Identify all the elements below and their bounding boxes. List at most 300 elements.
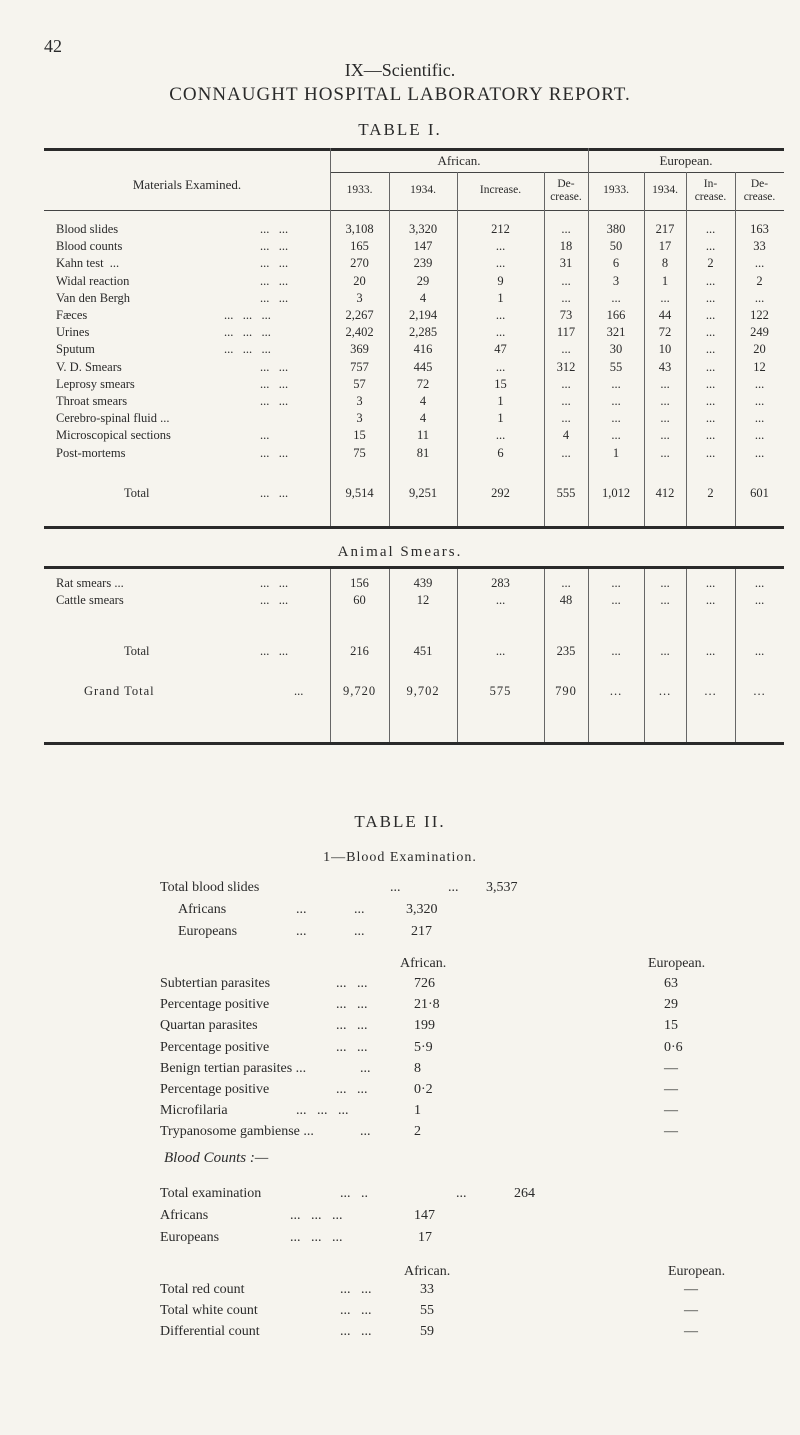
table1-mid-rule: [44, 526, 784, 529]
table-row-col-1934-african: 81: [416, 445, 430, 460]
parasite-african-value: 21·8: [414, 997, 440, 1013]
total-row: [44, 486, 784, 503]
table-row: [44, 342, 784, 359]
table-row-col-1933-african: 3: [356, 394, 363, 408]
table-row-col-increase-african: ...: [495, 359, 506, 374]
africans-label: Africans: [178, 902, 227, 917]
table-row-label: Cerebro-spinal fluid ...: [56, 411, 170, 426]
total-row-col-1934-african: 9,251: [408, 486, 438, 500]
bc-africans-line: [0, 1208, 800, 1226]
animal-row-col-increase-european: ...: [705, 593, 716, 607]
parasite-dots: ...: [360, 1060, 371, 1076]
table-row-col-increase-european: 2: [707, 256, 714, 271]
table-row-dots: ... ...: [260, 256, 289, 271]
table-row-col-increase-european: ...: [705, 273, 716, 288]
table-row-col-1934-european: 1: [661, 273, 669, 288]
table-row-col-increase-african: 6: [497, 445, 504, 460]
table-row-col-1934-european: 10: [658, 342, 672, 357]
total-slides-dots1: ...: [390, 880, 401, 895]
parasite-label: Trypanosome gambiense ...: [160, 1124, 314, 1140]
table-row-label: Urines: [56, 325, 90, 340]
parasite-label: Quartan parasites: [160, 1018, 258, 1034]
table-row-col-1933-african: 75: [353, 445, 366, 460]
bc-africans-value: 147: [414, 1208, 435, 1223]
table-row-col-1934-african: 416: [413, 342, 433, 357]
table-row-label: Fæces: [56, 308, 88, 322]
table-row-col-increase-african: 1: [497, 394, 504, 408]
table-row-col-1934-african: 2,285: [408, 325, 438, 340]
parasites-col-headers: [0, 956, 800, 974]
count-african-value: 59: [420, 1324, 434, 1339]
total-slides-dots2: ...: [448, 880, 459, 895]
table-row-dots: ...: [260, 428, 270, 443]
table-row-col-decrease-european: 2: [756, 273, 763, 288]
table-row-label: Kahn test ...: [56, 256, 120, 271]
table-row-col-1934-european: 72: [658, 325, 672, 340]
column-divider: [735, 569, 736, 742]
table-row-col-1933-african: 20: [353, 273, 366, 288]
table-row: [44, 325, 784, 342]
counts-col-headers: [0, 1264, 800, 1282]
table-row-col-decrease-african: ...: [561, 376, 571, 391]
table-row-col-decrease-african: 18: [559, 239, 573, 254]
grand-total-row-col-1934-european: ...: [658, 684, 672, 698]
parasite-line: [0, 1082, 800, 1100]
total-examination-line: [0, 1186, 800, 1204]
total-row-col-1933-european: 1,012: [601, 486, 631, 500]
table-row-dots: ... ...: [260, 290, 289, 305]
table-row: [44, 428, 784, 445]
grand-total-row-col-1933-european: ...: [609, 684, 623, 698]
count-label: Total red count: [160, 1282, 245, 1297]
grand-total-row-col-1933-african: 9,720: [342, 684, 377, 698]
table-row: [44, 308, 784, 325]
parasite-dots: ... ...: [336, 1082, 368, 1097]
table-row-dots: ... ...: [260, 239, 289, 254]
total-slides-value: 3,537: [486, 880, 518, 895]
table-row-label: Van den Bergh: [56, 290, 131, 305]
parasite-african-value: 2: [414, 1124, 421, 1140]
animal-row-col-decrease-african: 48: [559, 593, 573, 607]
table-row-col-1934-african: 72: [416, 376, 430, 391]
table-row-col-1934-european: ...: [660, 411, 670, 426]
count-label: Differential count: [160, 1324, 260, 1339]
animal-row-col-1934-european: ...: [660, 593, 670, 607]
parasite-european-value: —: [664, 1082, 678, 1097]
table-row-col-1934-european: ...: [660, 376, 670, 391]
col-1933-european-header: 1933.: [603, 184, 629, 196]
total-row-dots: ... ...: [260, 486, 289, 500]
table-row-col-decrease-african: ...: [561, 222, 571, 236]
parasite-european-value: —: [664, 1124, 678, 1140]
table-row-col-1933-african: 2,402: [345, 325, 374, 340]
group-african-header: African.: [437, 153, 481, 168]
table-row-col-1933-african: 369: [350, 342, 369, 357]
table-row: [44, 360, 784, 377]
total-blood-slides-line: [0, 880, 800, 898]
table-row-dots: ... ...: [260, 394, 289, 408]
column-divider: [644, 569, 645, 742]
count-dots: ... ...: [340, 1282, 372, 1297]
table-row-col-1933-african: 270: [350, 256, 369, 271]
table-row-col-1933-european: 1: [612, 445, 620, 460]
animal-total-row-col-1934-european: ...: [660, 644, 670, 658]
table-row-col-decrease-african: 31: [559, 256, 573, 271]
table-row-col-1933-european: 30: [609, 342, 623, 357]
animal-row-col-1934-african: 439: [413, 576, 433, 590]
col-materials-header: Materials Examined.: [132, 177, 242, 192]
animal-row-dots: ... ...: [260, 593, 289, 607]
parasite-african-value: 5·9: [414, 1039, 433, 1055]
table-row-col-increase-european: ...: [705, 445, 716, 460]
column-divider: [686, 569, 687, 742]
grand-total-row-col-increase-european: ...: [704, 684, 717, 698]
column-divider: [330, 569, 331, 742]
table-row-col-1933-african: 3: [356, 290, 363, 305]
total-row-label: Total: [124, 486, 150, 500]
parasite-european-value: 29: [664, 997, 678, 1013]
table-row-col-increase-european: ...: [705, 239, 716, 254]
animal-total-row-col-increase-european: ...: [705, 644, 716, 658]
bc-col-european-label: European.: [668, 1264, 726, 1279]
count-african-value: 55: [420, 1303, 434, 1318]
table-row-col-decrease-european: ...: [754, 290, 765, 305]
table-row-col-decrease-european: 12: [753, 359, 766, 374]
total-row-col-increase-european: 2: [707, 486, 714, 500]
col-1934-african-header: 1934.: [410, 184, 436, 196]
table-row-col-increase-african: 1: [497, 290, 504, 305]
count-dots: ... ...: [340, 1303, 372, 1318]
col-increase-european-header: In- crease.: [694, 178, 727, 203]
table-row-col-increase-african: ...: [495, 239, 506, 254]
table-row-col-increase-african: 9: [497, 273, 504, 288]
table-row-col-1934-european: ...: [660, 290, 670, 305]
table-row-col-increase-european: ...: [705, 290, 716, 305]
parasite-line: [0, 997, 800, 1015]
animal-row-col-1934-european: ...: [660, 576, 670, 590]
parasite-european-value: 63: [664, 976, 678, 991]
table-row-col-increase-african: ...: [495, 308, 506, 322]
grand-total-row-col-decrease-european: ...: [753, 684, 766, 698]
table-row-col-1933-european: ...: [611, 411, 621, 426]
report-title: CONNAUGHT HOSPITAL LABORATORY REPORT.: [169, 84, 631, 105]
table-row-col-1933-european: 380: [606, 222, 626, 236]
page-number: 42: [44, 36, 62, 56]
parasite-european-value: —: [664, 1060, 678, 1076]
parasite-dots: ...: [360, 1124, 371, 1140]
europeans-label: Europeans: [178, 924, 238, 939]
table-row-col-decrease-european: ...: [754, 411, 765, 426]
table-row-col-1933-african: 165: [350, 239, 369, 254]
table-row-col-1934-european: ...: [660, 428, 670, 443]
table1-title: TABLE I.: [358, 120, 442, 139]
animal-row-col-1934-african: 12: [416, 593, 430, 607]
africans-value: 3,320: [406, 902, 438, 917]
table-row-col-1933-european: 166: [606, 308, 626, 322]
table-row: [44, 274, 784, 291]
europeans-value: 217: [411, 924, 432, 939]
table-row-col-1933-european: ...: [611, 376, 621, 391]
count-line: [0, 1282, 800, 1300]
count-european-value: —: [684, 1324, 698, 1339]
table-row-label: Leprosy smears: [56, 376, 135, 391]
parasite-dots: ... ...: [336, 976, 368, 991]
col-decrease-european-header: De- crease.: [743, 178, 776, 203]
parasite-dots: ... ...: [336, 1018, 368, 1034]
parasite-label: Percentage positive: [160, 997, 270, 1013]
parasite-line: [0, 1103, 800, 1121]
table-row-col-1934-african: 29: [416, 273, 430, 288]
grand-total-row-dots: ...: [294, 684, 304, 698]
table-row: [44, 411, 784, 428]
animal-row-label: Cattle smears: [56, 593, 124, 607]
africans-dots1: ...: [296, 902, 307, 917]
animal-total-row-col-decrease-african: 235: [556, 644, 576, 658]
parasite-european-value: 0·6: [664, 1039, 683, 1055]
table-row: [44, 377, 784, 394]
group-european-header: European.: [659, 153, 713, 168]
col-decrease-african-header: De- crease.: [550, 178, 582, 203]
animal-total-row-col-decrease-european: ...: [754, 644, 765, 658]
grand-total-row: [44, 684, 784, 701]
col-european-label: European.: [648, 956, 706, 971]
table-row-col-increase-african: ...: [495, 325, 506, 340]
parasite-african-value: 726: [414, 976, 435, 991]
table-row-col-decrease-african: ...: [561, 342, 571, 357]
table-row-col-decrease-european: 249: [750, 325, 769, 340]
animal-total-row-col-increase-african: ...: [495, 644, 506, 658]
animal-row-label: Rat smears ...: [56, 576, 124, 590]
count-european-value: —: [684, 1282, 698, 1297]
grand-total-row-label: Grand Total: [84, 684, 155, 698]
parasite-dots: ... ...: [336, 997, 368, 1013]
table-row-col-decrease-african: ...: [561, 394, 571, 408]
bc-africans-dots: ... ... ...: [290, 1208, 343, 1223]
grand-total-row-col-decrease-african: 790: [555, 684, 577, 698]
table-row-col-increase-european: ...: [705, 342, 716, 357]
total-exam-dots2: ...: [456, 1186, 467, 1201]
table-row-col-increase-european: ...: [705, 376, 716, 391]
table-row-col-decrease-european: ...: [754, 376, 765, 391]
parasite-label: Percentage positive: [160, 1039, 270, 1055]
parasite-african-value: 1: [414, 1103, 421, 1119]
bc-africans-label: Africans: [160, 1208, 209, 1223]
table-row-col-1933-african: 3: [356, 411, 363, 426]
table-row-col-decrease-european: 20: [753, 342, 766, 357]
parasite-label: Percentage positive: [160, 1082, 270, 1097]
parasite-african-value: 199: [414, 1018, 435, 1034]
table-row-col-increase-european: ...: [705, 394, 716, 408]
parasite-african-value: 8: [414, 1060, 421, 1076]
animal-row-col-1933-european: ...: [611, 576, 621, 590]
table-row-col-1934-african: 3,320: [408, 222, 438, 236]
table-row-label: Blood slides: [56, 222, 119, 236]
table-row-col-1934-african: 4: [419, 411, 427, 426]
total-row-col-decrease-african: 555: [556, 486, 576, 500]
total-exam-dots1: ... ..: [340, 1186, 368, 1201]
total-row-col-1934-european: 412: [655, 486, 675, 500]
animal-row-dots: ... ...: [260, 576, 289, 590]
total-exam-value: 264: [514, 1186, 535, 1201]
table-row-col-1934-european: 17: [658, 239, 672, 254]
animal-row-col-1933-african: 60: [353, 593, 366, 607]
table-row-col-1934-african: 445: [413, 359, 433, 374]
blood-counts-heading: Blood Counts :—: [164, 1150, 269, 1166]
table-row: [44, 394, 784, 411]
column-divider: [544, 172, 545, 526]
table-row-label: Post-mortems: [56, 445, 126, 460]
table-row-col-increase-european: ...: [705, 222, 716, 236]
section-heading: IX—Scientific.: [344, 60, 456, 80]
table-row-col-1934-african: 4: [419, 290, 427, 305]
table1-top-rule: [44, 148, 784, 151]
table-row-dots: ... ... ...: [224, 342, 271, 357]
table-row-col-decrease-european: 122: [750, 308, 769, 322]
table-row-col-decrease-african: 312: [556, 359, 576, 374]
animal-row-col-increase-african: 283: [491, 576, 510, 590]
parasite-label: Subtertian parasites: [160, 976, 271, 991]
table-row-col-decrease-african: 117: [556, 325, 576, 340]
table-row-col-1934-european: ...: [660, 394, 670, 408]
table-row-label: Sputum: [56, 342, 95, 357]
table-row-col-increase-african: ...: [495, 428, 506, 443]
table-row-col-increase-european: ...: [705, 325, 716, 340]
table2-title: TABLE II.: [354, 812, 446, 831]
column-divider: [644, 172, 645, 526]
table-row-col-1934-african: 239: [413, 256, 433, 271]
animal-total-row-label: Total: [124, 644, 150, 658]
table-row-col-1933-african: 15: [353, 428, 366, 443]
table-row-col-1933-european: 3: [612, 273, 620, 288]
table-row-dots: ... ... ...: [224, 325, 271, 340]
table-row: [44, 446, 784, 463]
column-divider: [389, 569, 390, 742]
table-row-label: Widal reaction: [56, 273, 130, 288]
table-row-col-increase-african: 47: [494, 342, 507, 357]
animal-top-rule: [44, 566, 784, 569]
count-european-value: —: [684, 1303, 698, 1318]
europeans-line: [0, 924, 800, 942]
animal-row-col-decrease-european: ...: [754, 576, 765, 590]
table-row-dots: ... ... ...: [224, 308, 271, 322]
bc-col-african-label: African.: [404, 1264, 451, 1279]
total-row-col-increase-african: 292: [491, 486, 510, 500]
column-divider: [544, 569, 545, 742]
col-1933-african-header: 1933.: [346, 184, 373, 196]
table-row-dots: ... ...: [260, 222, 289, 236]
table-row-col-increase-european: ...: [705, 411, 716, 426]
column-divider: [457, 172, 458, 526]
table-row-col-1933-african: 57: [353, 376, 366, 391]
animal-total-row: [44, 644, 784, 661]
animal-smears-heading: Animal Smears.: [337, 544, 463, 560]
table-row-col-1933-european: ...: [611, 394, 621, 408]
parasite-line: [0, 1061, 800, 1079]
africans-line: [0, 902, 800, 920]
animal-row: [44, 576, 784, 593]
total-row-col-decrease-european: 601: [750, 486, 769, 500]
animal-row-col-increase-african: ...: [495, 593, 506, 607]
count-label: Total white count: [160, 1303, 258, 1318]
animal-total-row-dots: ... ...: [260, 644, 289, 658]
table-row: [44, 291, 784, 308]
count-dots: ... ...: [340, 1324, 372, 1339]
animal-row-col-decrease-african: ...: [561, 576, 571, 590]
parasite-dots: ... ... ...: [296, 1103, 349, 1119]
table-row-col-1933-european: 321: [606, 325, 626, 340]
col-african-label: African.: [400, 956, 447, 971]
table-row: [44, 222, 784, 239]
count-african-value: 33: [420, 1282, 434, 1297]
europeans-dots1: ...: [296, 924, 307, 939]
table-row-col-1934-european: 44: [658, 308, 672, 322]
table-row-col-increase-african: 212: [491, 222, 510, 236]
table-row-col-1933-african: 3,108: [345, 222, 374, 236]
grand-total-row-col-1934-african: 9,702: [406, 684, 440, 698]
col-increase-african-header: Increase.: [479, 184, 522, 196]
table-row-dots: ... ...: [260, 445, 289, 460]
africans-dots2: ...: [354, 902, 365, 917]
table-row-col-1934-european: 8: [661, 256, 669, 271]
animal-total-row-col-1933-european: ...: [611, 644, 621, 658]
animal-row-col-1933-european: ...: [611, 593, 621, 607]
bc-europeans-label: Europeans: [160, 1230, 220, 1245]
bc-europeans-dots: ... ... ...: [290, 1230, 343, 1245]
parasite-line: [0, 1040, 800, 1058]
table-row-col-decrease-european: ...: [754, 256, 765, 271]
bc-europeans-line: [0, 1230, 800, 1248]
total-row-col-1933-african: 9,514: [345, 486, 374, 500]
table-row-col-increase-european: ...: [705, 359, 716, 374]
parasite-african-value: 0·2: [414, 1082, 433, 1097]
animal-total-row-col-1933-african: 216: [350, 644, 369, 658]
table-row-col-decrease-african: 73: [559, 308, 573, 322]
table-row-col-1934-european: 217: [655, 222, 675, 236]
parasite-dots: ... ...: [336, 1039, 368, 1055]
table-row-col-decrease-african: ...: [561, 411, 571, 426]
count-line: [0, 1303, 800, 1321]
total-slides-label: Total blood slides: [160, 880, 260, 895]
table-row-col-decrease-european: 33: [753, 239, 766, 254]
parasite-european-value: 15: [664, 1018, 678, 1034]
col-1934-european-header: 1934.: [652, 184, 678, 196]
table-row-col-1934-african: 11: [416, 428, 430, 443]
table-row-col-decrease-african: 4: [562, 428, 570, 443]
parasite-label: Benign tertian parasites ...: [160, 1060, 307, 1076]
total-exam-label: Total examination: [160, 1186, 262, 1201]
table-row-col-1934-european: ...: [660, 445, 670, 460]
table-row-label: Throat smears: [56, 394, 128, 408]
table-row-col-1933-european: ...: [611, 290, 621, 305]
table-row-col-increase-european: ...: [705, 308, 716, 322]
animal-row-col-1933-african: 156: [350, 576, 369, 590]
animal-row-col-decrease-european: ...: [754, 593, 765, 607]
parasite-label: Microfilaria: [160, 1103, 228, 1119]
header-bottom-rule: [44, 210, 784, 211]
table-row-col-decrease-european: ...: [754, 428, 765, 443]
table-row: [44, 256, 784, 273]
column-divider: [389, 172, 390, 526]
group-under-rule: [330, 172, 784, 173]
table-row-col-1934-african: 2,194: [408, 308, 438, 322]
column-divider: [457, 569, 458, 742]
blood-counts-heading-line: [0, 1150, 800, 1168]
parasite-line: [0, 1124, 800, 1142]
table-row-col-1934-african: 4: [419, 394, 427, 408]
table-row-col-1933-european: 6: [612, 256, 620, 271]
bc-europeans-value: 17: [418, 1230, 432, 1245]
table2-subtitle: 1—Blood Examination.: [323, 850, 477, 865]
